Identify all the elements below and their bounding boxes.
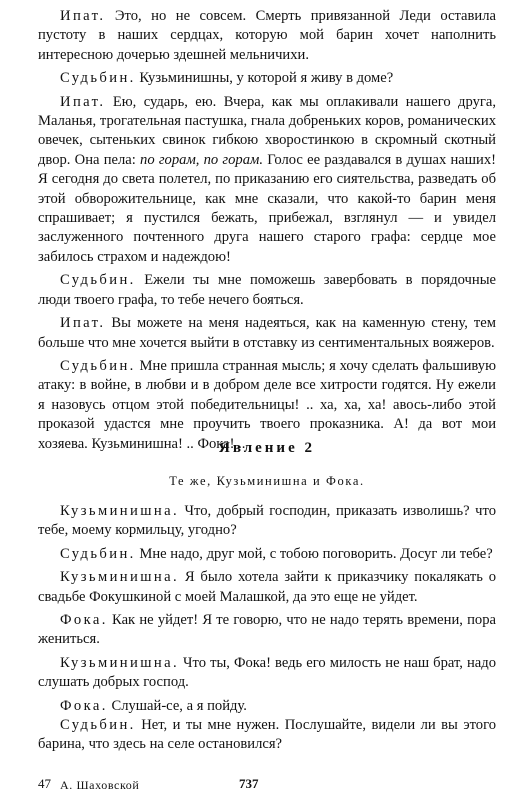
line-text: Мне пришла странная мысль; я хочу сделать фальшивую атаку: в войне, в любви и в добром деле все хитрости годятся. Ну ежели я назовусь отцом этой победительницы! .. ха, ха, ха! авось-либо этой проказой удастся мне проучить твоего проказника. А! да вот мои хозяева. Кузьминишна! .. Фока! .. bbox=[38, 357, 496, 452]
speaker-name: Судьбин. bbox=[60, 70, 136, 87]
speaker-name: Ипат. bbox=[60, 93, 106, 110]
line-text: Мне надо, друг мой, с тобою поговорить. Досуг ли тебе? bbox=[135, 545, 493, 562]
line-text: Ею, сударь, ею. Вчера, как мы оплакивали нашего друга, Маланья, трогательная пастушка, гнала добреньких коров, романических овечек, сытеньких свинок гибкою хворостинкою в скромный скотный двор. Она пела: bbox=[38, 93, 496, 168]
speaker-name: Кузьминишна. bbox=[60, 503, 179, 519]
speaker-name: Судьбин. bbox=[60, 357, 136, 374]
signature-mark: 47 bbox=[38, 776, 51, 791]
line-text: Что ты, Фока! ведь его милость не наш брат, надо слушать добрых господ. bbox=[38, 654, 496, 691]
line-text: Как не уйдет! Я те говорю, что не надо терять времени, пора жениться. bbox=[38, 612, 496, 648]
speaker-name: Кузьминишна. bbox=[60, 569, 179, 586]
line-text: Ежели ты мне поможешь завербовать в порядочные люди твоего графа, то тебе нечего бояться. bbox=[38, 272, 496, 308]
author-name: А. Шаховской bbox=[60, 778, 140, 792]
dialogue-line bbox=[38, 716, 496, 755]
line-text: Слушай-се, а я пойду. bbox=[107, 697, 247, 714]
line-text-continued: Голос ее раздавался в душах наших! Я сегодня до света полетел, по приказанию его сиятельства, разведать об этой обворожительнице, как мне сказали, что какой-то барин меня спрашивает; я пустился бежать, прибежал, взглянул — и увидел заслуженного почтенного друга нашего старого графа: сердце мое забилось страхом и надеждою! bbox=[38, 151, 496, 265]
speaker-name: Ипат. bbox=[60, 315, 106, 332]
page-number: 737 bbox=[239, 776, 259, 791]
speaker-name: Кузьминишна. bbox=[60, 654, 179, 671]
page-footer bbox=[38, 776, 496, 796]
dialogue-line bbox=[38, 69, 496, 88]
line-text: Это, но не совсем. Смерть привязанной Леди оставила пустоту в наших сердцах, которую мой барин хочет наполнить интересною дочерью здешней мельничихи. bbox=[38, 8, 496, 63]
dialogue-line bbox=[38, 568, 496, 607]
dialogue-line bbox=[38, 611, 496, 650]
line-text: Нет, и ты мне нужен. Послушайте, видели ли вы этого барина, что здесь на селе остановился? bbox=[38, 717, 496, 753]
dialogue-line bbox=[38, 545, 496, 564]
speaker-name: Судьбин. bbox=[60, 717, 136, 734]
line-text: Кузьминишны, у которой я живу в доме? bbox=[135, 70, 394, 87]
speaker-name: Фока. bbox=[60, 697, 108, 714]
speaker-name: Судьбин. bbox=[60, 272, 136, 289]
song-quote: по горам, по горам. bbox=[140, 151, 263, 168]
dialogue-line bbox=[38, 93, 496, 268]
scene-characters: Те же, Кузьминишна и Фока. bbox=[169, 474, 365, 488]
dialogue-block-1 bbox=[38, 7, 496, 458]
dialogue-block-2 bbox=[38, 502, 496, 759]
dialogue-line bbox=[38, 502, 496, 541]
dialogue-line bbox=[38, 314, 496, 353]
speaker-name: Ипат. bbox=[60, 8, 106, 24]
dialogue-line bbox=[38, 697, 496, 716]
scene-title: Явление 2 bbox=[218, 440, 315, 456]
line-text: Что, добрый господин, приказать изволишь? что тебе, моему кормильцу, угодно? bbox=[38, 503, 496, 539]
dialogue-line bbox=[38, 654, 496, 693]
dialogue-line bbox=[38, 271, 496, 310]
dialogue-line bbox=[38, 7, 496, 65]
line-text: Я было хотела зайти к приказчику покалякать о свадьбе Фокушкиной с моей Малашкой, да это еще не уйдет. bbox=[38, 569, 496, 605]
line-text: Вы можете на меня надеяться, как на каменную стену, тем больше что мне хочется выйти в отставку из сентиментальных вояжеров. bbox=[38, 315, 496, 351]
speaker-name: Фока. bbox=[60, 612, 108, 629]
speaker-name: Судьбин. bbox=[60, 545, 136, 562]
